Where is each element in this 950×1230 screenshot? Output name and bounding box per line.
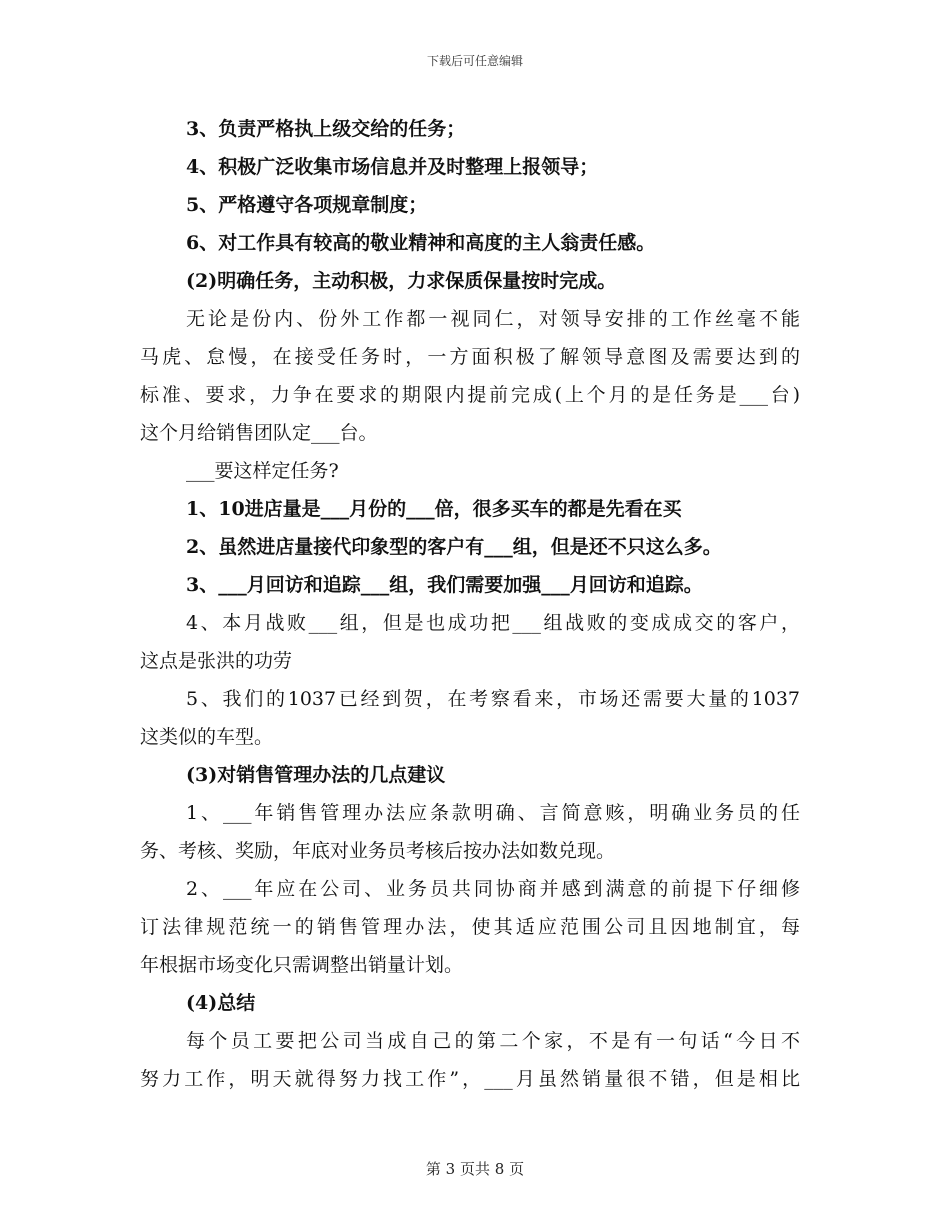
text-line: 2、虽然进店量接代印象型的客户有___组，但是还不只这么多。 <box>186 536 722 558</box>
text-line: (2)明确任务，主动积极，力求保质保量按时完成。 <box>186 270 617 292</box>
text-line: 4、本月战败___组，但是也成功把___组战败的变成成交的客户， <box>186 612 800 634</box>
text-line: 5、严格遵守各项规章制度； <box>186 194 428 216</box>
text-line: 2、___年应在公司、业务员共同协商并感到满意的前提下仔细修 <box>186 878 800 900</box>
text-line: 这类似的车型。 <box>140 726 274 748</box>
text-line: 3、___月回访和追踪___组，我们需要加强___月回访和追踪。 <box>186 574 703 596</box>
text-line: 务、考核、奖励，年底对业务员考核后按办法如数兑现。 <box>140 840 616 862</box>
text-line: 马虎、怠慢，在接受任务时，一方面积极了解领导意图及需要达到的 <box>140 346 800 368</box>
text-line: ___要这样定任务? <box>186 460 339 482</box>
text-line: 6、对工作具有较高的敬业精神和高度的主人翁责任感。 <box>186 232 656 254</box>
text-line: 订法律规范统一的销售管理办法，使其适应范围公司且因地制宜，每 <box>140 916 800 938</box>
text-line: 4、积极广泛收集市场信息并及时整理上报领导； <box>186 156 599 178</box>
text-line: 无论是份内、份外工作都一视同仁，对领导安排的工作丝毫不能 <box>186 308 800 330</box>
document-body <box>140 110 800 1098</box>
text-line: 标准、要求，力争在要求的期限内提前完成(上个月的是任务是___台) <box>140 384 800 406</box>
text-line: 3、负责严格执上级交给的任务； <box>186 118 466 140</box>
text-line: 5、我们的1037已经到贺，在考察看来，市场还需要大量的1037 <box>186 688 800 710</box>
text-line: (4)总结 <box>186 992 256 1014</box>
text-line: (3)对销售管理办法的几点建议 <box>186 764 446 786</box>
text-line: 1、___年销售管理办法应条款明确、言简意赅，明确业务员的任 <box>186 802 800 824</box>
text-line: 年根据市场变化只需调整出销量计划。 <box>140 954 464 976</box>
text-line: 这点是张洪的功劳 <box>140 650 293 672</box>
text-line: 每个员工要把公司当成自己的第二个家，不是有一句话“今日不 <box>186 1030 800 1052</box>
text-line: 努力工作，明天就得努力找工作”，___月虽然销量很不错，但是相比 <box>140 1068 800 1090</box>
page-header: 下载后可任意编辑 <box>426 54 523 68</box>
page-footer: 第 3 页共 8 页 <box>425 1160 525 1178</box>
text-line: 1、10进店量是___月份的___倍，很多买车的都是先看在买 <box>186 498 682 520</box>
text-line: 这个月给销售团队定___台。 <box>140 422 378 444</box>
